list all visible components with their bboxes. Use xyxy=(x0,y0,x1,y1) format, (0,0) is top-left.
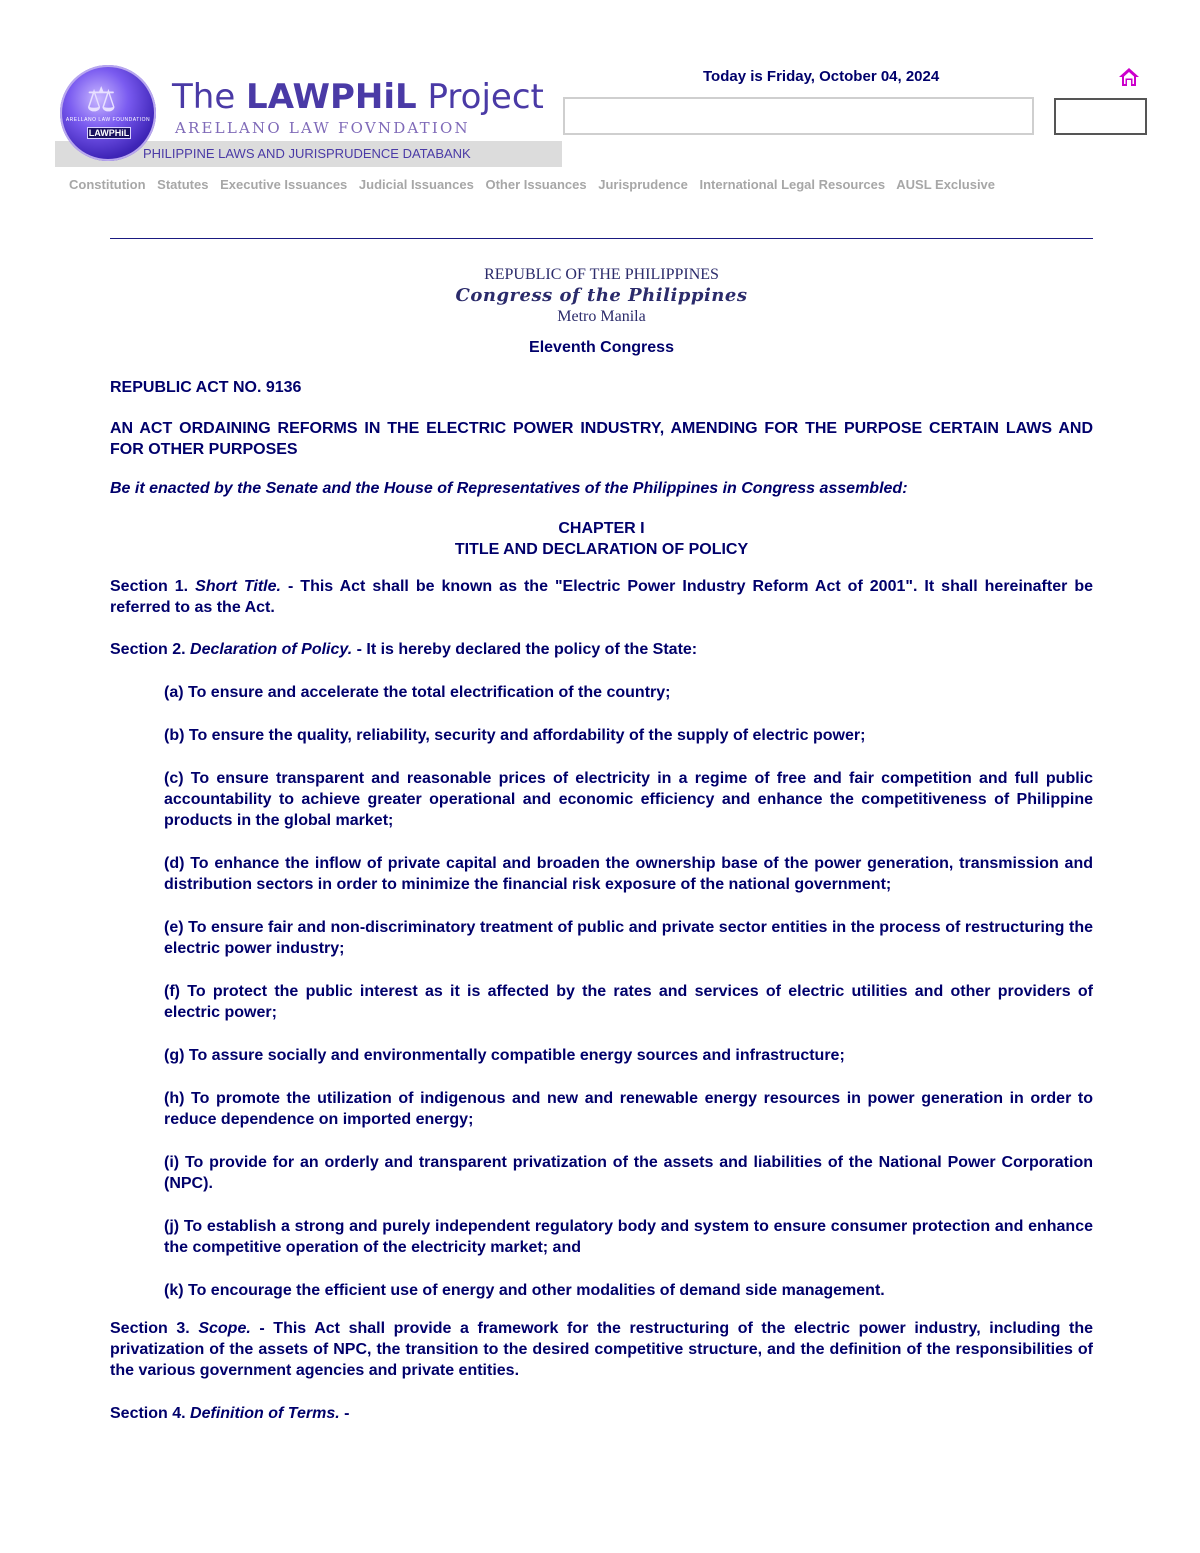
nav-other-issuances[interactable]: Other Issuances xyxy=(485,177,587,192)
policy-item-b: (b) To ensure the quality, reliability, security and affordability of the supply of electric power; xyxy=(164,727,866,744)
section-heading: Short Title. xyxy=(195,578,281,595)
section-label: Section 2. xyxy=(110,641,186,658)
policy-item-j: (j) To establish a strong and purely independent regulatory body and system to ensure consumer protection and enhance the competitive operation of the electricity market; and xyxy=(164,1218,1093,1256)
congress-heading: Congress of the Philippines xyxy=(455,285,748,306)
section-1 xyxy=(110,576,1093,618)
section-heading: Declaration of Policy. xyxy=(190,641,353,658)
home-icon[interactable] xyxy=(1118,66,1140,88)
section-2 xyxy=(110,639,1093,660)
nav-judicial-issuances[interactable]: Judicial Issuances xyxy=(358,177,474,192)
search-button[interactable] xyxy=(1054,98,1147,135)
section-heading: Definition of Terms. xyxy=(190,1405,340,1422)
nav-statutes[interactable]: Statutes xyxy=(157,177,209,192)
policy-item-h: (h) To promote the utilization of indigenous and new and renewable energy resources in power generation in order to reduce dependence on imported energy; xyxy=(164,1090,1093,1128)
logo-foundation: ARELLANO LAW FOVNDATION xyxy=(175,119,470,137)
act-number: REPUBLIC ACT NO. 9136 xyxy=(110,379,302,396)
nav-constitution[interactable]: Constitution xyxy=(69,177,146,192)
section-label: Section 4. xyxy=(110,1405,186,1422)
seal-plate: LAWPHiL xyxy=(88,128,130,138)
chapter-number: CHAPTER I xyxy=(558,520,645,537)
section-text: - It is hereby declared the policy of the State: xyxy=(352,641,698,658)
logo-tagline: PHILIPPINE LAWS AND JURISPRUDENCE DATABANK xyxy=(143,146,471,161)
nav-executive-issuances[interactable]: Executive Issuances xyxy=(220,177,348,192)
section-text: - xyxy=(339,1405,350,1422)
policy-item-i: (i) To provide for an orderly and transparent privatization of the assets and liabilities of the National Power Corporation (NPC). xyxy=(164,1154,1093,1192)
policy-item-c: (c) To ensure transparent and reasonable prices of electricity in a regime of free and fair competition and full public accountability to achieve greater operational and economic efficiency and enhance the competitiveness of Philippine products in the global market; xyxy=(164,770,1093,829)
nav-jurisprudence[interactable]: Jurisprudence xyxy=(598,177,688,192)
policy-item-g: (g) To assure socially and environmentally compatible energy sources and infrastructure; xyxy=(164,1047,845,1064)
section-4 xyxy=(110,1403,1093,1424)
section-text: - This Act shall be known as the "Electric Power Industry Reform Act of 2001". It shall hereinafter be referred to as the Act. xyxy=(110,578,1094,616)
republic-heading: REPUBLIC OF THE PHILIPPINES xyxy=(484,266,719,283)
enacting-clause: Be it enacted by the Senate and the House of Representatives of the Philippines in Congress assembled: xyxy=(110,480,908,497)
section-heading: Scope. xyxy=(198,1320,251,1337)
policy-item-f: (f) To protect the public interest as it is affected by the rates and services of electric utilities and other providers of electric power; xyxy=(164,983,1093,1021)
policy-item-d: (d) To enhance the inflow of private capital and broaden the ownership base of the power generation, transmission and distribution sectors in order to minimize the financial risk exposure of the national government; xyxy=(164,855,1093,893)
policy-item-a: (a) To ensure and accelerate the total electrification of the country; xyxy=(164,684,671,701)
search-input[interactable] xyxy=(563,97,1034,135)
scales-of-justice-icon: ⚖ xyxy=(86,80,117,120)
logo-title: The LAWPHiL Project xyxy=(172,77,544,117)
chapter-title: TITLE AND DECLARATION OF POLICY xyxy=(454,541,749,558)
seal-ring-text: ARELLANO LAW FOUNDATION xyxy=(65,117,151,123)
header-divider xyxy=(110,238,1093,239)
section-label: Section 1. xyxy=(110,578,189,595)
document-body xyxy=(110,266,1093,1424)
main-nav xyxy=(69,177,1139,192)
policy-item-e: (e) To ensure fair and non-discriminatory treatment of public and private sector entities in the process of restructuring the electric power industry; xyxy=(164,919,1093,957)
today-date: Today is Friday, October 04, 2024 xyxy=(703,68,940,85)
lawphil-seal-icon xyxy=(60,65,156,161)
policy-item-k: (k) To encourage the efficient use of energy and other modalities of demand side management. xyxy=(164,1282,885,1299)
location-heading: Metro Manila xyxy=(557,308,646,325)
section-text: - This Act shall provide a framework for the restructuring of the electric power industry, including the privatization of the assets of NPC, the transition to the desired competitive structure, and the definition of the responsibilities of the various government agencies and private entities. xyxy=(110,1320,1093,1379)
section-label: Section 3. xyxy=(110,1320,190,1337)
nav-ausl-exclusive[interactable]: AUSL Exclusive xyxy=(896,177,996,192)
act-title: AN ACT ORDAINING REFORMS IN THE ELECTRIC POWER INDUSTRY, AMENDING FOR THE PURPOSE CERTAIN LAWS AND FOR OTHER PURPOSES xyxy=(110,420,1093,458)
session-heading: Eleventh Congress xyxy=(529,339,674,356)
section-3 xyxy=(110,1318,1093,1381)
nav-international-legal-resources[interactable]: International Legal Resources xyxy=(699,177,886,192)
site-logo[interactable] xyxy=(55,55,562,167)
